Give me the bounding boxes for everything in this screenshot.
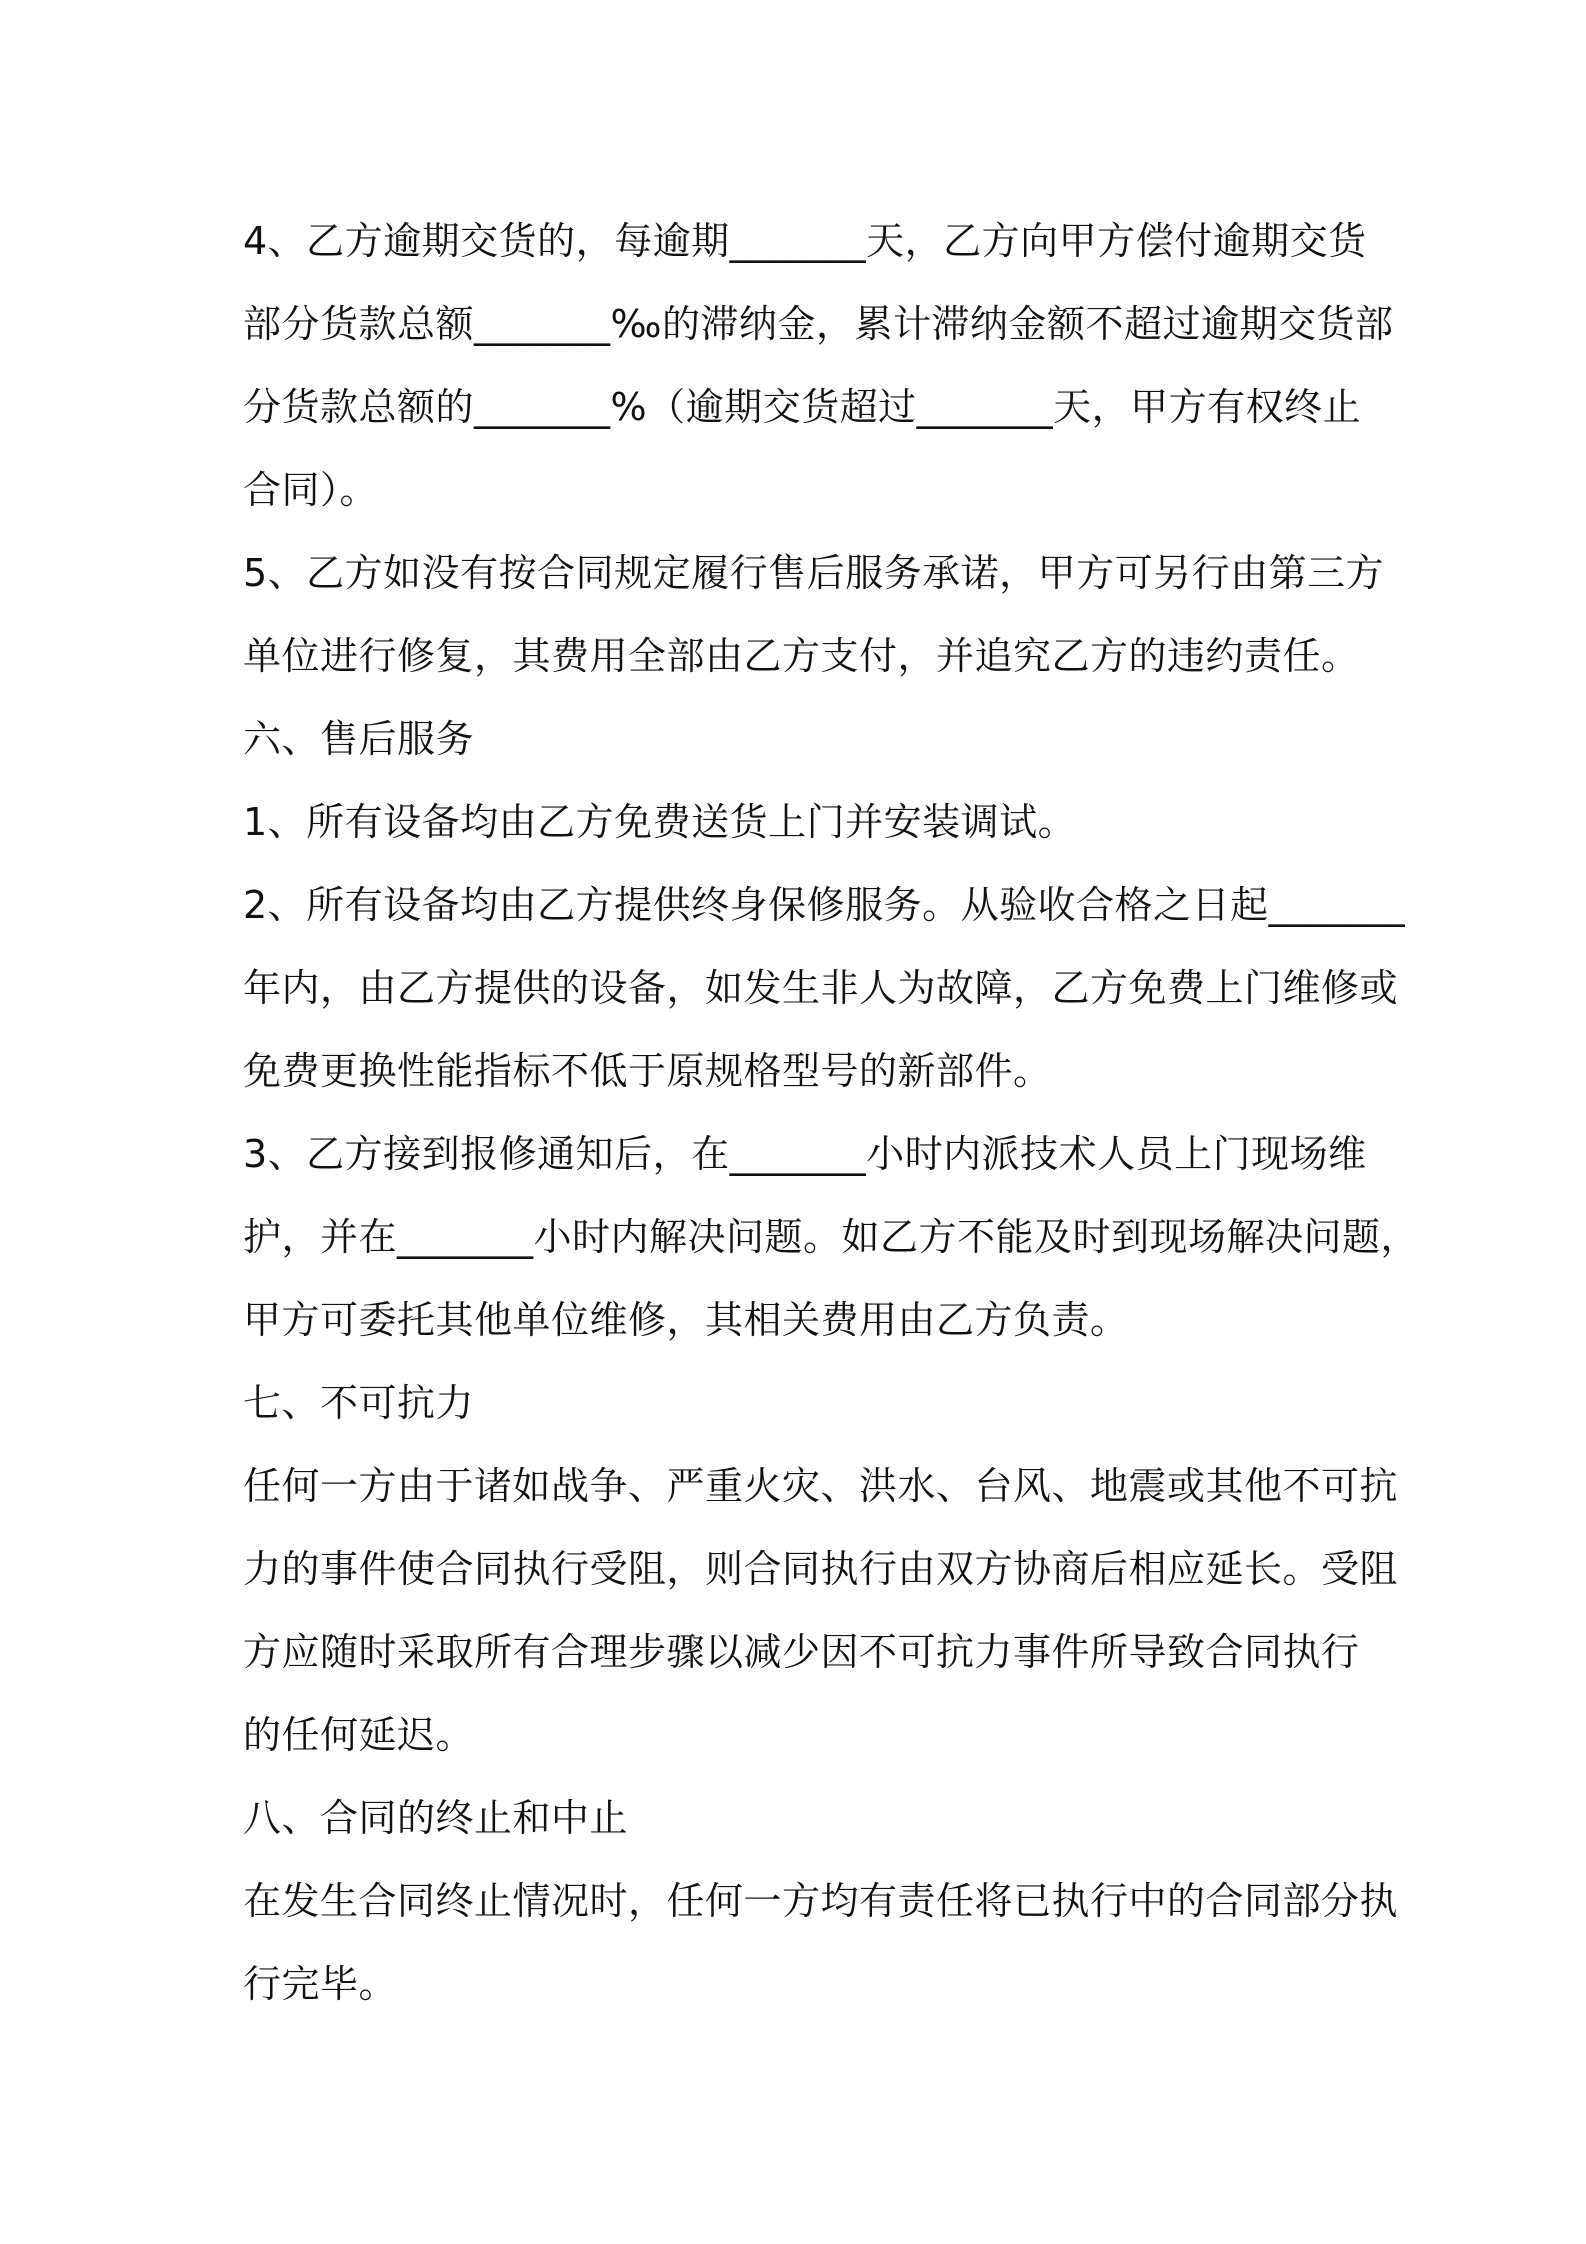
section-7-heading [243, 1362, 1353, 1445]
section-6-item-1 [243, 781, 1353, 864]
section-8-heading [243, 1777, 1353, 1860]
clause-5-service-breach [243, 532, 1385, 698]
clause-4-late-delivery [243, 200, 1394, 532]
section-7-body [243, 1445, 1399, 1777]
section-6-item-3 [243, 1113, 1420, 1362]
text-line: 行完毕。 [243, 1962, 398, 2006]
text-line: 任何一方由于诸如战争、严重火灾、洪水、台风、地震或其他不可抗 [243, 1464, 1399, 1508]
text-line: 年内，由乙方提供的设备，如发生非人为故障，乙方免费上门维修或 [243, 966, 1399, 1010]
text-line: 4、乙方逾期交货的，每逾期_______天，乙方向甲方偿付逾期交货 [243, 219, 1367, 263]
text-line: 单位进行修复，其费用全部由乙方支付，并追究乙方的违约责任。 [243, 634, 1360, 678]
text-line: 方应随时采取所有合理步骤以减少因不可抗力事件所导致合同执行 [243, 1630, 1360, 1674]
section-6-item-2 [243, 864, 1406, 1113]
heading-text: 七、不可抗力 [243, 1381, 475, 1425]
document-page [243, 200, 1420, 2026]
section-6-heading [243, 698, 1353, 781]
text-line: 合同）。 [243, 468, 379, 512]
text-line: 3、乙方接到报修通知后，在_______小时内派技术人员上门现场维 [243, 1132, 1367, 1176]
text-line: 免费更换性能指标不低于原规格型号的新部件。 [243, 1049, 1052, 1093]
heading-text: 六、售后服务 [243, 717, 475, 761]
text-line: 2、所有设备均由乙方提供终身保修服务。从验收合格之日起_______ [243, 883, 1406, 927]
heading-text: 八、合同的终止和中止 [243, 1796, 629, 1840]
text-line: 护，并在_______小时内解决问题。如乙方不能及时到现场解决问题， [243, 1215, 1420, 1259]
text-line: 在发生合同终止情况时，任何一方均有责任将已执行中的合同部分执 [243, 1879, 1399, 1923]
text-line: 分货款总额的_______%（逾期交货超过_______天，甲方有权终止 [243, 385, 1362, 429]
text-line: 部分货款总额_______‰的滞纳金，累计滞纳金额不超过逾期交货部 [243, 302, 1394, 346]
section-8-body [243, 1860, 1399, 2026]
text-line: 5、乙方如没有按合同规定履行售后服务承诺，甲方可另行由第三方 [243, 551, 1385, 595]
text-line: 力的事件使合同执行受阻，则合同执行由双方协商后相应延长。受阻 [243, 1547, 1399, 1591]
text-line: 甲方可委托其他单位维修，其相关费用由乙方负责。 [243, 1298, 1129, 1342]
text-line: 1、所有设备均由乙方免费送货上门并安装调试。 [243, 800, 1077, 844]
text-line: 的任何延迟。 [243, 1713, 475, 1757]
